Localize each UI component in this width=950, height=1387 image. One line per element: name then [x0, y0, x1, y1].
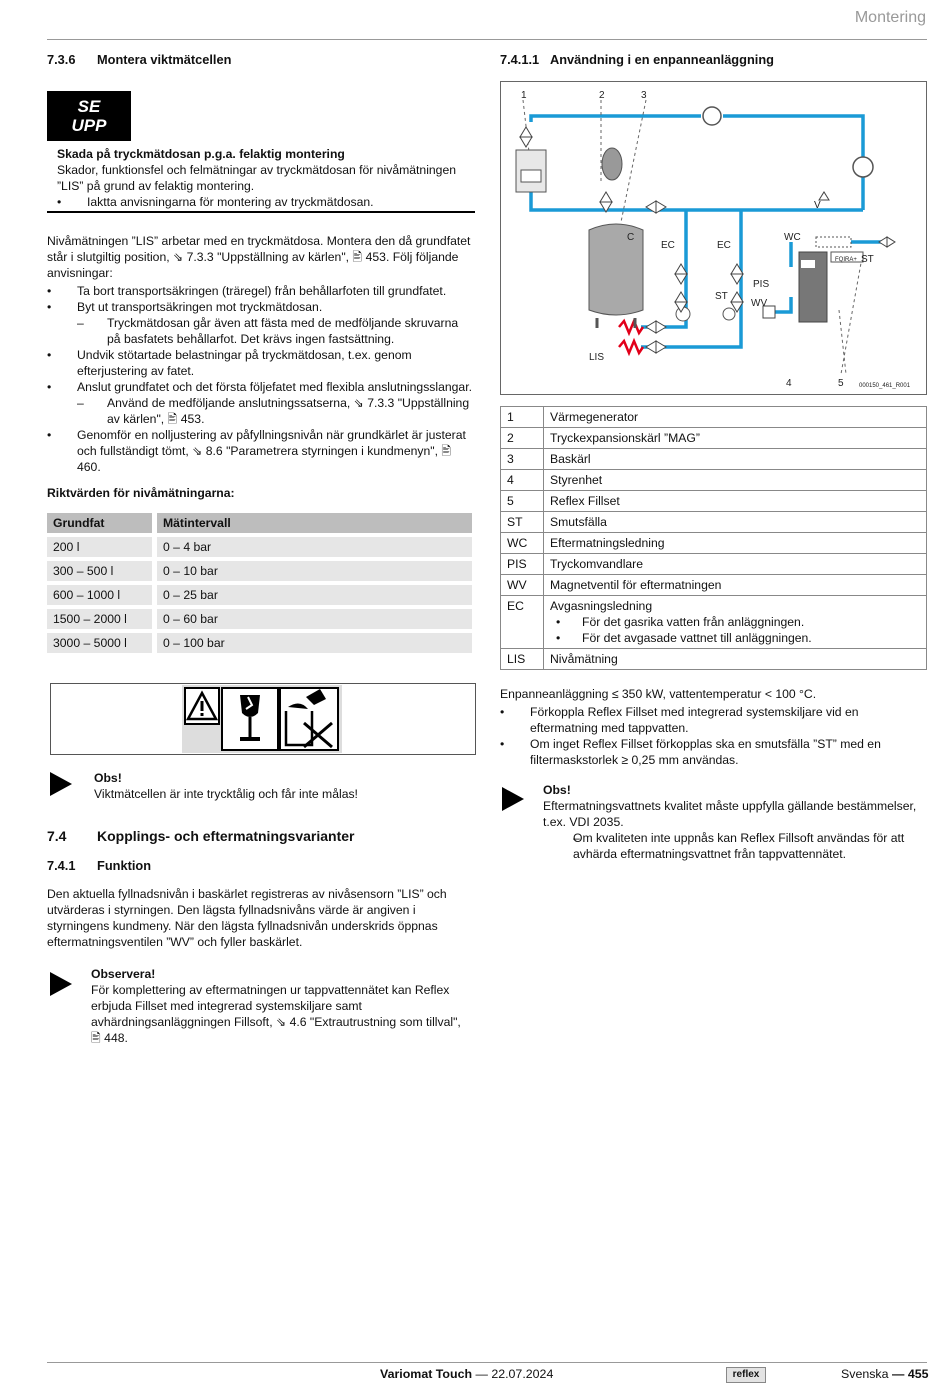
- note-arrow-icon: [50, 772, 72, 796]
- list-item: • Förkoppla Reflex Fillset med integrerad systemskiljare vid en eftermatning med tappvatten.: [500, 704, 920, 736]
- list-subitem: – Använd de medföljande anslutningssatserna, ⇘ 7.3.3 "Uppställning av kärlen", 🖹 453.: [47, 395, 475, 427]
- diagram-label: 4: [786, 378, 792, 389]
- legend-row: 3 Baskärl: [501, 449, 927, 470]
- diagram-label: ST: [715, 291, 728, 302]
- diagram-label: V: [814, 200, 821, 211]
- caution-bullet: • Iaktta anvisningarna för montering av tryckmätdosan.: [57, 194, 457, 210]
- diagram-label: LIS: [589, 352, 605, 363]
- diagram-label: 5: [838, 378, 844, 389]
- note-observera: Observera! För komplettering av eftermatningen ur tappvattennätet kan Reflex erbjuda Fillset med integrerad systemskiljare samt avhärdningsanläggningen Fillsoft, ⇘ 4.6 "Extrautrustning som tillval", 🖹 448.: [91, 967, 461, 1045]
- table-header: Grundfat: [47, 513, 152, 533]
- legend-table: [500, 406, 927, 670]
- heading-7-3-6: 7.3.6 Montera viktmätcellen: [47, 52, 232, 67]
- diagram-label: FQIRA+: [835, 257, 857, 263]
- caution-text: Skador, funktionsfel och felmätningar av tryckmätdosan för nivåmätningen ”LIS” på grund av felaktig montering.: [57, 163, 457, 193]
- legend-row: ST Smutsfälla: [501, 512, 927, 533]
- header-rule: [47, 39, 927, 40]
- table-header-row: [47, 513, 472, 533]
- caution-rule: [47, 211, 475, 213]
- legend-row: 4 Styrenhet: [501, 470, 927, 491]
- note-arrow-icon: [50, 972, 72, 996]
- list-item: • Om inget Reflex Fillset förkopplas ska en smutsfälla ”ST” med en filtermaskstorlek ≥ 0,25 mm användas.: [500, 736, 920, 768]
- warning-pictograms: [182, 685, 342, 753]
- diagram-label: PIS: [753, 279, 770, 290]
- footer-rule: [47, 1362, 927, 1363]
- diagram-label: EC: [717, 240, 731, 251]
- table-row: 300 – 500 l 0 – 10 bar: [47, 561, 472, 581]
- note-obs-2: Obs! Eftermatningsvattnets kvalitet måste uppfylla gällande bestämmelser, t.ex. VDI 2035. – Om kvaliteten inte uppnås kan Reflex Fillsoft användas för att avhärda eftermatningsvattnet från tappvattennätet.: [543, 782, 923, 862]
- conditions-list: [500, 704, 920, 768]
- legend-row: 1 Värmegenerator: [501, 407, 927, 428]
- list-subitem: – Tryckmätdosan går även att fästa med de medföljande skruvarna på basfatets behållarfot. Det krävs ingen fastsättning.: [47, 315, 475, 347]
- legend-row: 2 Tryckexpansionskärl ”MAG”: [501, 428, 927, 449]
- diagram-label: EC: [661, 240, 675, 251]
- diagram-label: 1: [521, 90, 527, 101]
- section-header: Montering: [854, 9, 926, 26]
- footer-product: Variomat Touch — 22.07.2024: [380, 1367, 554, 1381]
- table-row: 3000 – 5000 l 0 – 100 bar: [47, 633, 472, 653]
- function-text: Den aktuella fyllnadsnivån i baskärlet registreras av nivåsensorn ”LIS” och utvärderas i styrningen. Den lägsta fyllnadsnivåns värde är angiven i styrningens kundmeny. När den lägsta fyllnadsnivån underskrids öppnas eftermatningsventilen ”WV” och fyller baskärlet.: [47, 887, 447, 949]
- diagram-label: WV: [751, 298, 768, 309]
- legend-row: WV Magnetventil för eftermatningen: [501, 575, 927, 596]
- conditions-text: Enpanneanläggning ≤ 350 kW, vattentemperatur < 100 °C.: [500, 687, 817, 701]
- schematic-diagram: [500, 81, 927, 395]
- legend-row: 5 Reflex Fillset: [501, 491, 927, 512]
- list-item: • Ta bort transportsäkringen (träregel) från behållarfoten till grundfatet.: [47, 283, 475, 299]
- caution-title: Skada på tryckmätdosan p.g.a. felaktig montering: [57, 147, 345, 161]
- legend-row: EC Avgasningsledning • För det gasrika vatten från anläggningen. • För det avgasade vattnet till anläggningen.: [501, 596, 927, 649]
- diagram-label: C: [627, 232, 635, 243]
- legend-row: PIS Tryckomvandlare: [501, 554, 927, 575]
- diagram-label: 2: [599, 90, 605, 101]
- legend-row: WC Eftermatningsledning: [501, 533, 927, 554]
- heading-7-4-1: 7.4.1 Funktion: [47, 858, 152, 873]
- list-item: • Byt ut transportsäkringen mot tryckmätdosan.: [47, 299, 475, 315]
- table-row: 1500 – 2000 l 0 – 60 bar: [47, 609, 472, 629]
- legend-row: LIS Nivåmätning: [501, 649, 927, 670]
- pictogram-box: [50, 683, 476, 755]
- reflex-logo: reflex: [726, 1367, 766, 1383]
- list-item: • Undvik stötartade belastningar på tryckmätdosan, t.ex. genom efterjustering av fatet.: [47, 347, 475, 379]
- table-row: 600 – 1000 l 0 – 25 bar: [47, 585, 472, 605]
- footer-page: Svenska — 455: [841, 1367, 929, 1381]
- note-arrow-icon: [502, 787, 524, 811]
- note-obs-1: Obs! Viktmätcellen är inte trycktålig och får inte målas!: [94, 771, 358, 801]
- values-table: [47, 509, 472, 657]
- heading-7-4: 7.4 Kopplings- och eftermatningsvarianter: [47, 828, 355, 844]
- table-title: Riktvärden för nivåmätningarna:: [47, 486, 235, 500]
- system-schematic: [501, 82, 926, 394]
- list-item: • Genomför en nolljustering av påfyllningsnivån när grundkärlet är justerat och fullständigt tömt, ⇘ 8.6 "Parametrera styrningen i kundmenyn", 🖹 460.: [47, 427, 475, 475]
- list-item: • Anslut grundfatet och det första följefatet med flexibla anslutningsslangar.: [47, 379, 475, 395]
- heading-7-4-1-1: 7.4.1.1 Användning i en enpanneanläggning: [500, 52, 774, 67]
- table-row: 200 l 0 – 4 bar: [47, 537, 472, 557]
- intro-text: Nivåmätningen ”LIS” arbetar med en tryckmätdosa. Montera den då grundfatet står i slutgiltig position, ⇘ 7.3.3 "Uppställning av kärlen", 🖹 453. Följ följande anvisningar:: [47, 234, 471, 280]
- diagram-label: 3: [641, 90, 647, 101]
- caution-block: [57, 146, 457, 210]
- caution-label: SE UPP: [47, 91, 131, 141]
- instruction-list: [47, 283, 475, 475]
- diagram-label: ST: [861, 254, 874, 265]
- diagram-label: WC: [784, 232, 801, 243]
- table-header: Mätintervall: [152, 513, 472, 533]
- diagram-code: 000150_461_R001: [859, 383, 911, 389]
